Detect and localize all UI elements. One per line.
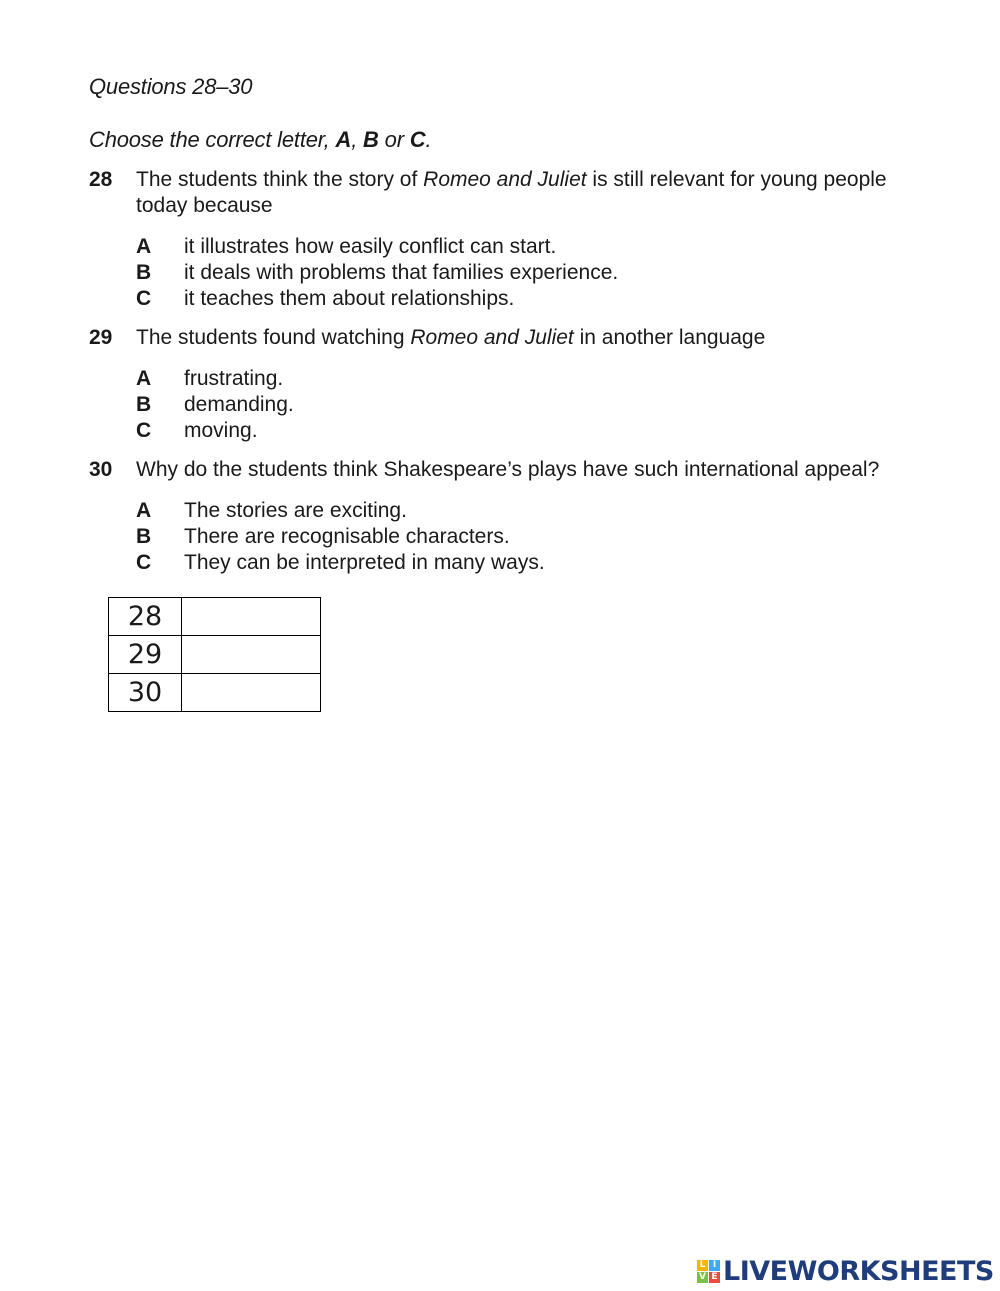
question-28 <box>89 167 939 312</box>
option-letter: A <box>136 235 152 258</box>
options-list <box>136 366 939 444</box>
letter-a: A <box>335 127 352 152</box>
answer-number-cell: 30 <box>109 674 182 712</box>
option-text: They can be interpreted in many ways. <box>184 551 545 574</box>
instruction-text: Choose the correct letter, <box>89 127 336 152</box>
instruction-text: , <box>351 127 364 152</box>
question-number: 30 <box>89 458 113 481</box>
question-text: Why do the students think Shakespeare’s plays have such international appeal? <box>136 458 880 481</box>
option-letter: C <box>136 287 152 310</box>
option-a <box>136 366 939 392</box>
option-c <box>136 418 939 444</box>
letter-b: B <box>363 127 379 152</box>
option-a <box>136 234 939 260</box>
option-text: There are recognisable characters. <box>184 525 510 548</box>
question-number: 28 <box>89 168 113 191</box>
question-text-part: The students think the story of <box>136 168 424 191</box>
instruction-text: . <box>425 127 432 152</box>
letter-c: C <box>409 127 426 152</box>
answer-number-cell: 28 <box>109 598 182 636</box>
table-row <box>109 674 321 712</box>
logo-text: LIVEWORKSHEETS <box>723 1255 994 1287</box>
work-title: Romeo and Juliet <box>410 326 574 349</box>
logo-mark-cell: L <box>697 1260 708 1271</box>
option-a <box>136 498 939 524</box>
option-letter: A <box>136 499 152 522</box>
options-list <box>136 498 939 576</box>
answer-input-29[interactable] <box>182 636 321 674</box>
option-letter: A <box>136 367 152 390</box>
question-30 <box>89 457 939 576</box>
question-number: 29 <box>89 326 113 349</box>
option-text: The stories are exciting. <box>184 499 407 522</box>
question-text-part: in another language <box>573 326 766 349</box>
question-text <box>136 325 926 351</box>
logo-mark-cell: V <box>697 1272 708 1283</box>
option-text: it illustrates how easily conflict can start. <box>184 235 557 258</box>
option-text: it deals with problems that families experience. <box>184 261 619 284</box>
option-letter: C <box>136 551 152 574</box>
table-row <box>109 636 321 674</box>
option-text: frustrating. <box>184 367 284 390</box>
section-title: Questions 28–30 <box>89 74 253 99</box>
table-row <box>109 598 321 636</box>
logo-mark-cell: I <box>709 1260 720 1271</box>
question-text-part: is still relevant for young people today because <box>136 168 887 217</box>
logo-mark-cell: E <box>709 1272 720 1283</box>
work-title: Romeo and Juliet <box>423 168 587 191</box>
liveworksheets-logo <box>697 1256 994 1286</box>
instruction-text: or <box>378 127 410 152</box>
answer-number-cell: 29 <box>109 636 182 674</box>
option-letter: C <box>136 419 152 442</box>
option-c <box>136 286 939 312</box>
answer-input-28[interactable] <box>182 598 321 636</box>
option-c <box>136 550 939 576</box>
option-text: moving. <box>184 419 258 442</box>
option-b <box>136 392 939 418</box>
question-text-part: The students found watching <box>136 326 411 349</box>
answer-table <box>108 597 321 712</box>
answer-input-30[interactable] <box>182 674 321 712</box>
question-29 <box>89 325 939 444</box>
option-letter: B <box>136 525 152 548</box>
question-text <box>136 167 926 219</box>
option-text: it teaches them about relationships. <box>184 287 515 310</box>
option-text: demanding. <box>184 393 294 416</box>
logo-mark-icon <box>697 1260 720 1283</box>
option-b <box>136 524 939 550</box>
options-list <box>136 234 939 312</box>
instructions <box>89 127 431 153</box>
option-b <box>136 260 939 286</box>
option-letter: B <box>136 261 152 284</box>
option-letter: B <box>136 393 152 416</box>
